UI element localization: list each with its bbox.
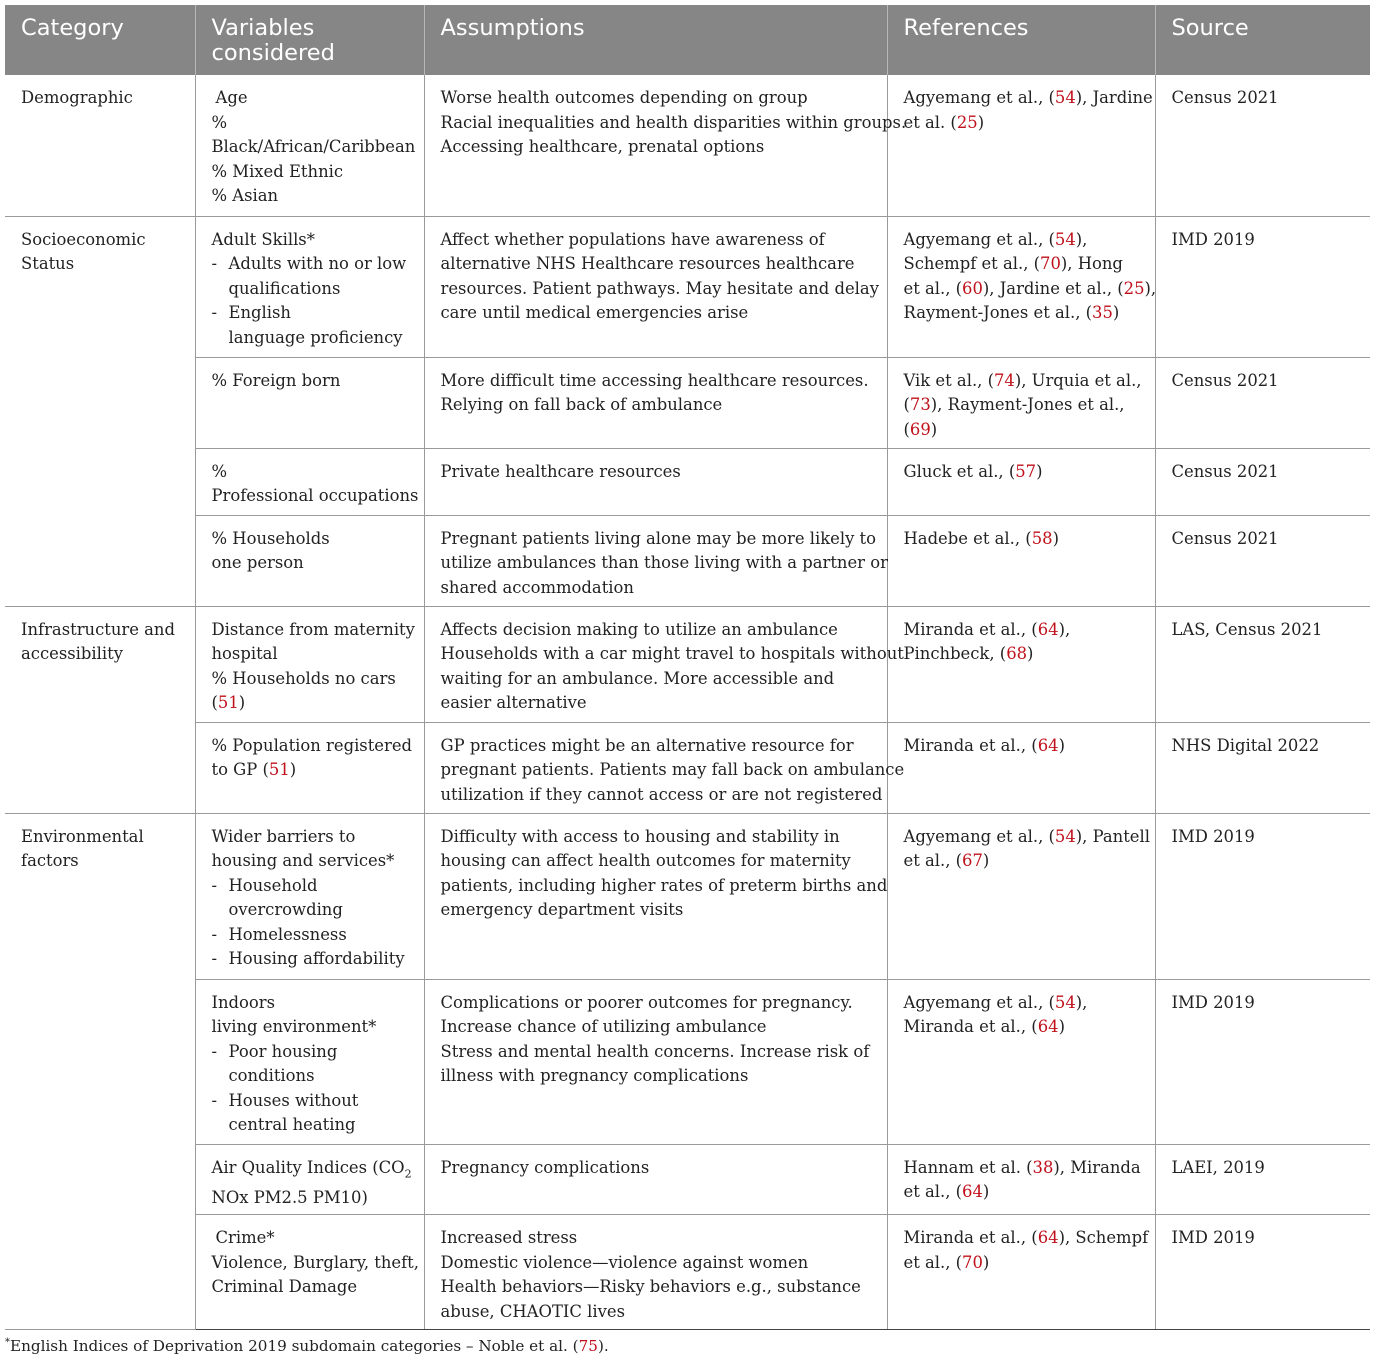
reference-link[interactable]: 60 xyxy=(962,278,983,298)
table-row xyxy=(5,813,1370,979)
source-cell: LAS, Census 2021 xyxy=(1155,606,1370,722)
header-references: References xyxy=(887,5,1155,75)
references-cell: Agyemang et al., (54), Schempf et al., (70), Hong et al., (60), Jardine et al., (25), Rayment-Jones et al., (35) xyxy=(887,216,1155,357)
variables-cell: % Population registered to GP (51) xyxy=(195,722,424,813)
data-table xyxy=(5,5,1370,1330)
reference-link[interactable]: 69 xyxy=(909,419,931,439)
reference-link[interactable]: 35 xyxy=(1092,303,1113,323)
source-cell: Census 2021 xyxy=(1155,75,1370,216)
assumptions-cell: Pregnant patients living alone may be more likely to utilize ambulances than those living with a partner or shared accommodation xyxy=(424,515,887,606)
source-cell: IMD 2019 xyxy=(1155,813,1370,979)
assumptions-cell: Difficulty with access to housing and stability in housing can affect health outcomes for maternity patients, including higher rates of preterm births and emergency department visits xyxy=(424,813,887,979)
variables-cell: Distance from maternity hospital % Households no cars (51) xyxy=(195,606,424,722)
header-category: Category xyxy=(5,5,195,75)
reference-link[interactable]: 57 xyxy=(1015,461,1037,481)
category-cell: Socioeconomic Status xyxy=(5,216,195,606)
source-cell: LAEI, 2019 xyxy=(1155,1144,1370,1214)
table-row xyxy=(5,216,1370,357)
references-cell: Miranda et al., (64) xyxy=(887,722,1155,813)
table-row xyxy=(5,448,1370,515)
reference-link[interactable]: 38 xyxy=(1032,1157,1054,1177)
reference-link[interactable]: 70 xyxy=(962,1252,983,1272)
table-row xyxy=(5,1144,1370,1214)
assumptions-cell: Increased stress Domestic violence—violence against women Health behaviors—Risky behaviors e.g., substance abuse, CHAOTIC lives xyxy=(424,1214,887,1329)
source-cell: IMD 2019 xyxy=(1155,216,1370,357)
category-cell: Infrastructure and accessibility xyxy=(5,606,195,813)
table-row xyxy=(5,606,1370,722)
references-cell: Agyemang et al., (54), Jardine et al. (25) xyxy=(887,75,1155,216)
reference-link[interactable]: 75 xyxy=(578,1337,598,1356)
reference-link[interactable]: 64 xyxy=(1037,1017,1059,1037)
assumptions-cell: Affects decision making to utilize an ambulance Households with a car might travel to hospitals without waiting for an ambulance. More accessible and easier alternative xyxy=(424,606,887,722)
footnote-mark: * xyxy=(5,1337,10,1348)
reference-link[interactable]: 70 xyxy=(1040,254,1061,274)
source-cell: Census 2021 xyxy=(1155,448,1370,515)
category-cell: Demographic xyxy=(5,75,195,216)
source-cell: Census 2021 xyxy=(1155,515,1370,606)
reference-link[interactable]: 74 xyxy=(993,370,1015,390)
variables-cell: Air Quality Indices ($CO_2$ NOx PM2.5 PM10) xyxy=(195,1144,424,1214)
assumptions-cell: Complications or poorer outcomes for pregnancy. Increase chance of utilizing ambulance Stress and mental health concerns. Increase risk of illness with pregnancy complications xyxy=(424,979,887,1144)
source-cell: Census 2021 xyxy=(1155,357,1370,448)
table-row xyxy=(5,357,1370,448)
reference-link[interactable]: 68 xyxy=(1006,644,1028,664)
variables-cell: Wider barriers to housing and services* - Household overcrowding - Homelessness - Housing affordability xyxy=(195,813,424,979)
assumptions-cell: Private healthcare resources xyxy=(424,448,887,515)
source-cell: IMD 2019 xyxy=(1155,1214,1370,1329)
variables-cell: Indoors living environment* - Poor housing conditions - Houses without central heating xyxy=(195,979,424,1144)
references-cell: Agyemang et al., (54), Miranda et al., (64) xyxy=(887,979,1155,1144)
assumptions-cell: More difficult time accessing healthcare resources. Relying on fall back of ambulance xyxy=(424,357,887,448)
reference-link[interactable]: 67 xyxy=(962,851,983,871)
category-cell: Environmental factors xyxy=(5,813,195,1329)
reference-link[interactable]: 73 xyxy=(909,395,931,415)
table-row xyxy=(5,1214,1370,1329)
header-source: Source xyxy=(1155,5,1370,75)
variables-cell: Adult Skills* - Adults with no or low qualifications - English language proficiency xyxy=(195,216,424,357)
reference-link[interactable]: 25 xyxy=(1123,278,1145,298)
references-cell: Miranda et al., (64), Schempf et al., (70) xyxy=(887,1214,1155,1329)
variables-cell: % Professional occupations xyxy=(195,448,424,515)
table-row xyxy=(5,722,1370,813)
footnote-end: ). xyxy=(597,1337,609,1356)
assumptions-cell: Worse health outcomes depending on group Racial inequalities and health disparities within groups. Accessing healthcare, prenatal options xyxy=(424,75,887,216)
table-row xyxy=(5,75,1370,216)
reference-link[interactable]: 54 xyxy=(1054,88,1076,107)
variables-cell: Age % Black/African/Caribbean % Mixed Ethnic % Asian xyxy=(195,75,424,216)
references-cell: Gluck et al., (57) xyxy=(887,448,1155,515)
reference-link[interactable]: 51 xyxy=(268,760,290,780)
source-cell: IMD 2019 xyxy=(1155,979,1370,1144)
table-wrapper xyxy=(5,5,1370,1330)
variables-cell: % Households one person xyxy=(195,515,424,606)
assumptions-cell: Affect whether populations have awareness of alternative NHS Healthcare resources healthcare resources. Patient pathways. May hesitate and delay care until medical emergencies arise xyxy=(424,216,887,357)
reference-link[interactable]: 51 xyxy=(217,693,239,713)
assumptions-cell: GP practices might be an alternative resource for pregnant patients. Patients may fall back on ambulance utilization if they cannot access or are not registered xyxy=(424,722,887,813)
reference-link[interactable]: 54 xyxy=(1054,826,1076,846)
assumptions-cell: Pregnancy complications xyxy=(424,1144,887,1214)
table-row xyxy=(5,979,1370,1144)
references-cell: Vik et al., (74), Urquia et al., (73), Rayment-Jones et al., (69) xyxy=(887,357,1155,448)
reference-link[interactable]: 64 xyxy=(1037,619,1059,639)
reference-link[interactable]: 25 xyxy=(956,112,978,132)
source-cell: NHS Digital 2022 xyxy=(1155,722,1370,813)
table-row xyxy=(5,515,1370,606)
reference-link[interactable]: 64 xyxy=(1037,735,1059,755)
variables-cell: % Foreign born xyxy=(195,357,424,448)
references-cell: Miranda et al., (64), Pinchbeck, (68) xyxy=(887,606,1155,722)
references-cell: Agyemang et al., (54), Pantell et al., (67) xyxy=(887,813,1155,979)
footnote-text: English Indices of Deprivation 2019 subdomain categories – Noble et al. ( xyxy=(10,1337,579,1356)
header-row xyxy=(5,5,1370,75)
reference-link[interactable]: 64 xyxy=(962,1182,983,1202)
table-footnote xyxy=(5,1337,609,1355)
reference-link[interactable]: 54 xyxy=(1054,229,1076,249)
reference-link[interactable]: 54 xyxy=(1054,992,1076,1012)
variables-cell: Crime* Violence, Burglary, theft, Criminal Damage xyxy=(195,1214,424,1329)
references-cell: Hannam et al. (38), Miranda et al., (64) xyxy=(887,1144,1155,1214)
reference-link[interactable]: 64 xyxy=(1037,1227,1059,1247)
header-variables: Variables considered xyxy=(195,5,424,75)
references-cell: Hadebe et al., (58) xyxy=(887,515,1155,606)
reference-link[interactable]: 58 xyxy=(1031,528,1053,548)
header-assumptions: Assumptions xyxy=(424,5,887,75)
